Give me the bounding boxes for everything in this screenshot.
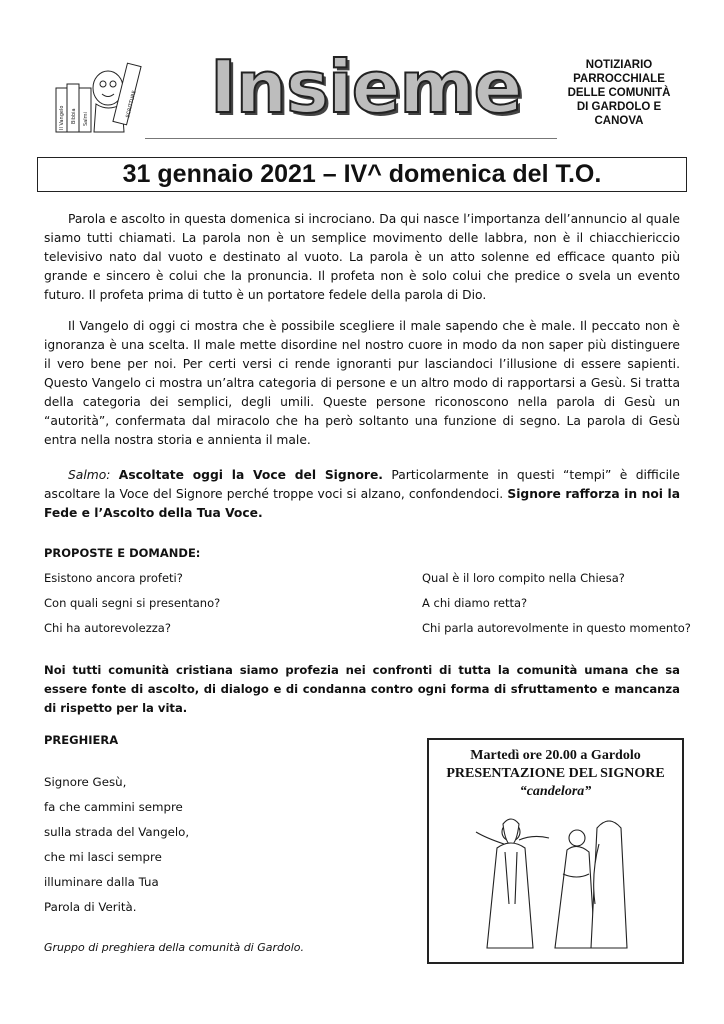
salmo-text: Particolarmente in questi “tempi” è difficile ascoltare la Voce del Signore perché troppe voci si alzano, confondendoci. (44, 468, 680, 501)
event-title: PRESENTAZIONE DEL SIGNORE (446, 766, 665, 781)
prayer-credit: Gruppo di preghiera della comunità di Gardolo. (44, 941, 305, 954)
newsletter-subtitle (558, 58, 680, 128)
masthead-title: Insieme (210, 45, 522, 129)
book-label-bibbia: Bibbia (71, 108, 77, 124)
event-announcement-box (427, 738, 684, 964)
proposte-title: PROPOSTE E DOMANDE: (44, 546, 201, 560)
salmo-label: Salmo: (68, 468, 111, 482)
header-divider (145, 138, 557, 139)
event-subtitle: “candelora” (519, 784, 592, 799)
intro-paragraph-2: Il Vangelo di oggi ci mostra che è possibile scegliere il male sapendo che è male. Il peccato non è ignoranza è una scelta. Il male mette disordine nel nostro cuore in modo da non saper più distinguere il vero bene per noi. Per certi versi ci rende ignoranti pur lasciandoci l’illusione di essere sapienti. Questo Vangelo ci mostra un’altra categoria di persone e un altro modo di rapportarsi a Gesù. Si tratta della categoria dei semplici, degli umili. Queste persone riconoscono nella parola di Gesù un “autorità”, confermata dal miracolo che ha però soltanto una funzione di segno. La parola di Gesù entra nella nostra storia e annienta il male. (44, 319, 680, 447)
question-left: Esistono ancora profeti? (44, 571, 183, 585)
prayer-line: che mi lasci sempre (44, 850, 162, 864)
salmo-closing: Signore rafforza in noi la Fede e l’Ascolto della Tua Voce. (44, 487, 681, 520)
preghiera-title: PREGHIERA (44, 733, 119, 747)
question-right: A chi diamo retta? (422, 596, 528, 610)
subtitle-line: DI GARDOLO E (576, 101, 662, 113)
community-statement: Noi tutti comunità cristiana siamo profezia nei confronti di tutta la comunità umana che sa essere fonte di ascolto, di dialogo e di condanna contro ogni forma di sfruttamento e mancanza di rispetto per la vita. (44, 663, 680, 715)
subtitle-line: PARROCCHIALE (573, 73, 665, 85)
prayer-line: fa che cammini sempre (44, 800, 183, 814)
subtitle-line: NOTIZIARIO (585, 59, 653, 71)
question-right: Chi parla autorevolmente in questo momento? (422, 621, 691, 635)
event-time-place: Martedì ore 20.00 a Gardolo (470, 748, 641, 763)
prayer-line: illuminare dalla Tua (44, 875, 159, 889)
subtitle-line: DELLE COMUNITÀ (567, 87, 671, 99)
scroll-label-scritture: SCRITTURE (125, 89, 138, 119)
question-right: Qual è il loro compito nella Chiesa? (422, 571, 625, 585)
presentation-of-the-lord-illustration (459, 804, 649, 954)
date-title: 31 gennaio 2021 – IV^ domenica del T.O. (37, 157, 687, 192)
question-left: Chi ha autorevolezza? (44, 621, 171, 635)
prayer-line: sulla strada del Vangelo, (44, 825, 190, 839)
prayer-line: Parola di Verità. (44, 900, 137, 914)
question-left: Con quali segni si presentano? (44, 596, 221, 610)
intro-paragraph-1: Parola e ascolto in questa domenica si incrociano. Da qui nasce l’importanza dell’annuncio al quale siamo tutti chiamati. La parola non è un semplice movimento delle labbra, non è il chiacchiericcio televisivo nato dal vuoto e destinato al vuoto. La parola è un atto solenne ed efficace quanto più grande e sincero è colui che la pronuncia. Il profeta non è solo colui che predice o svela un evento futuro. Il profeta prima di tutto è un portatore fedele della parola di Dio. (44, 212, 680, 302)
book-label-salmi: Salmi (83, 112, 89, 126)
salmo-title: Ascoltate oggi la Voce del Signore. (118, 468, 383, 482)
subtitle-line: CANOVA (594, 115, 644, 127)
newsletter-mascot-illustration (52, 58, 142, 136)
salmo-paragraph (44, 466, 680, 523)
book-label-vangelo: Il Vangelo (59, 105, 65, 130)
prayer-line: Signore Gesù, (44, 775, 127, 789)
